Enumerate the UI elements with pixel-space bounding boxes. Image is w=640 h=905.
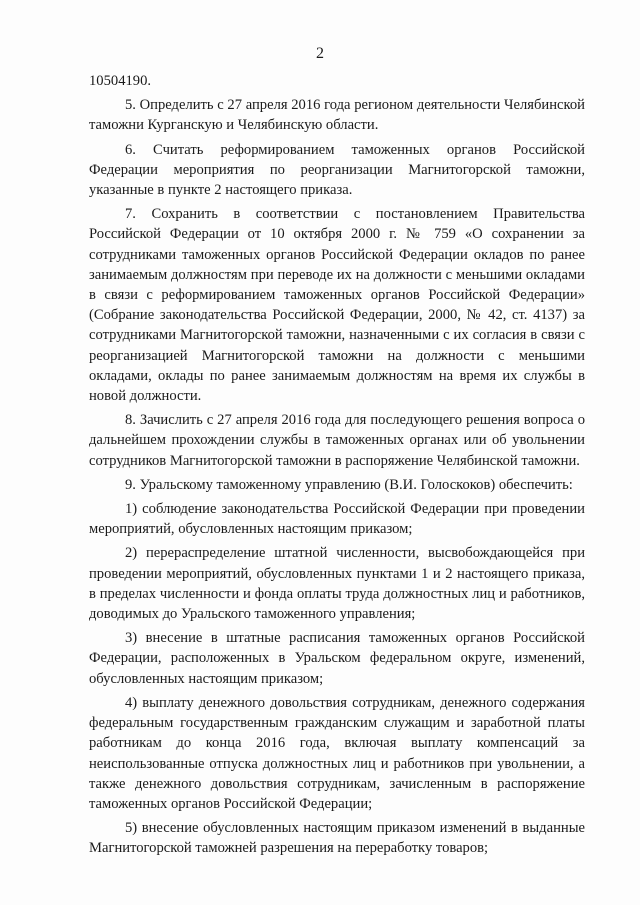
subitem-9-5: 5) внесение обусловленных настоящим приказом изменений в выданные Магнитогорской таможней разрешения на переработку товаров;: [89, 820, 585, 857]
paragraph-item-8: 8. Зачислить с 27 апреля 2016 года для последующего решения вопроса о дальнейшем прохождении службы в таможенных органах или об увольнении сотрудников Магнитогорской таможни в распоряжение Челябинской таможни.: [89, 412, 585, 469]
paragraph-item-6: 6. Считать реформированием таможенных органов Российской Федерации мероприятия по реорганизации Магнитогорской таможни, указанные в пункте 2 настоящего приказа.: [89, 141, 585, 199]
page-number: 2: [316, 45, 324, 62]
paragraph-item-7: 7. Сохранить в соответствии с постановлением Правительства Российской Федерации от 10 октября 2000 г. № 759 «О сохранении за сотрудниками таможенных органов Российской Федерации окладов по ранее занимаемым должностям при переводе их на должности с меньшими окладами в связи с реформированием таможенных органов Российской Федерации» (Собрание законодательства Российской Федерации, 2000, № 42, ст. 4137) за сотрудниками Магнитогорской таможни, назначенными с их согласия в связи с реорганизацией Магнитогорской таможни на должности с меньшими окладами, оклады по ранее занимаемым должностям на время их службы в новой должности.: [89, 206, 585, 405]
document-body: [89, 71, 585, 863]
subitem-9-2: 2) перераспределение штатной численности, высвобождающейся при проведении мероприятий, обусловленных пунктами 1 и 2 настоящего приказа, в пределах численности и фонда оплаты труда должностных лиц и работников, доводимых до Уральского таможенного управления;: [89, 545, 585, 623]
paragraph-continuation: 10504190.: [89, 73, 152, 89]
subitem-9-4: 4) выплату денежного довольствия сотрудникам, денежного содержания федеральным государственным гражданским служащим и заработной платы работникам до конца 2016 года, включая выплату компенсаций за неиспользованные отпуска должностных лиц и работников при увольнении, а также денежного довольствия сотрудникам, зачисленным в распоряжение таможенных органов Российской Федерации;: [89, 694, 585, 812]
subitem-9-3: 3) внесение в штатные расписания таможенных органов Российской Федерации, расположенных в Уральском федеральном округе, изменений, обусловленных настоящим приказом;: [89, 630, 585, 687]
paragraph-item-5: 5. Определить с 27 апреля 2016 года регионом деятельности Челябинской таможни Курганскую и Челябинскую области.: [89, 97, 585, 134]
subitem-9-1: 1) соблюдение законодательства Российской Федерации при проведении мероприятий, обусловленных настоящим приказом;: [89, 501, 585, 538]
paragraph-item-9: 9. Уральскому таможенному управлению (В.И. Голоскоков) обеспечить:: [125, 476, 573, 493]
